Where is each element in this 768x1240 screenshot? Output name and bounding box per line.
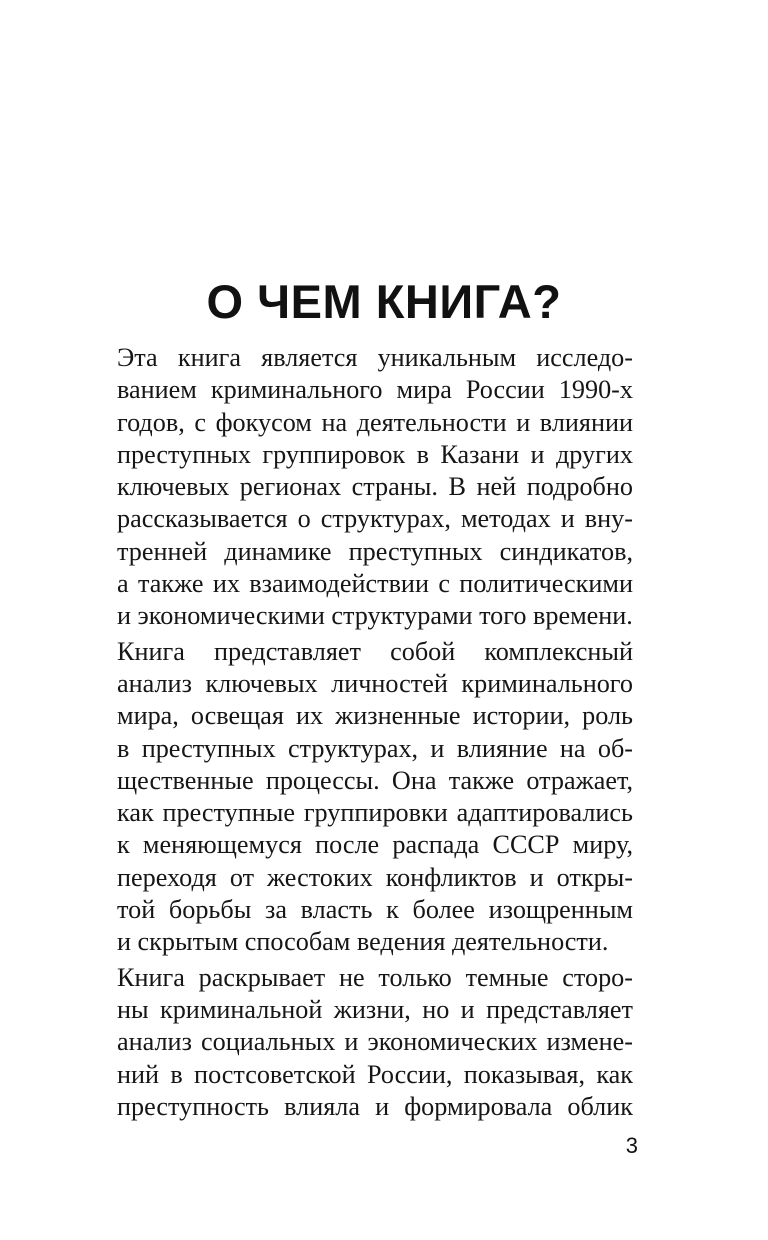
- text-line: в преступных структурах, и влияние на об-: [117, 733, 633, 763]
- text-line: Эта книга является уникальным исследо-: [117, 343, 633, 372]
- text-line: а также их взаимодействии с политическими: [117, 569, 633, 599]
- text-line: мира, освещая их жизненные истории, роль: [117, 701, 633, 731]
- page-title: О ЧЕМ КНИГА?: [206, 275, 562, 328]
- body-text: [117, 342, 633, 1123]
- page-number: 3: [625, 1133, 638, 1158]
- text-line: щественные процессы. Она также отражает,: [117, 765, 633, 795]
- text-line: и экономическими структурами того времени.: [117, 601, 633, 631]
- text-line: как преступные группировки адаптировались: [117, 798, 633, 828]
- text-line: Книга раскрывает не только темные сторо-: [117, 962, 633, 992]
- text-line: ний в постсоветской России, показывая, как: [117, 1059, 633, 1089]
- text-line: ванием криминального мира России 1990-х: [117, 375, 633, 405]
- text-line: и скрытым способам ведения деятельности.: [117, 927, 609, 957]
- text-line: той борьбы за власть к более изощренным: [117, 895, 633, 925]
- text-line: к меняющемуся после распада СССР миру,: [117, 830, 633, 860]
- text-line: тренней динамике преступных синдикатов,: [117, 536, 633, 566]
- paragraph-3: [117, 962, 633, 1123]
- paragraph-2: [117, 636, 633, 959]
- text-line: рассказывается о структурах, методах и вну-: [117, 504, 633, 534]
- text-line: Книга представляет собой комплексный: [117, 636, 633, 666]
- paragraph-1: [117, 342, 633, 633]
- text-line: ны криминальной жизни, но и представляет: [117, 994, 633, 1024]
- text-line: переходя от жестоких конфликтов и откры-: [117, 862, 633, 892]
- text-line: анализ социальных и экономических измене-: [117, 1027, 633, 1057]
- text-line: преступность влияла и формировала облик: [117, 1091, 633, 1121]
- text-line: преступных группировок в Казани и других: [117, 439, 633, 469]
- text-line: ключевых регионах страны. В ней подробно: [117, 472, 633, 502]
- text-line: годов, с фокусом на деятельности и влиянии: [117, 407, 633, 437]
- text-line: анализ ключевых личностей криминального: [117, 668, 633, 698]
